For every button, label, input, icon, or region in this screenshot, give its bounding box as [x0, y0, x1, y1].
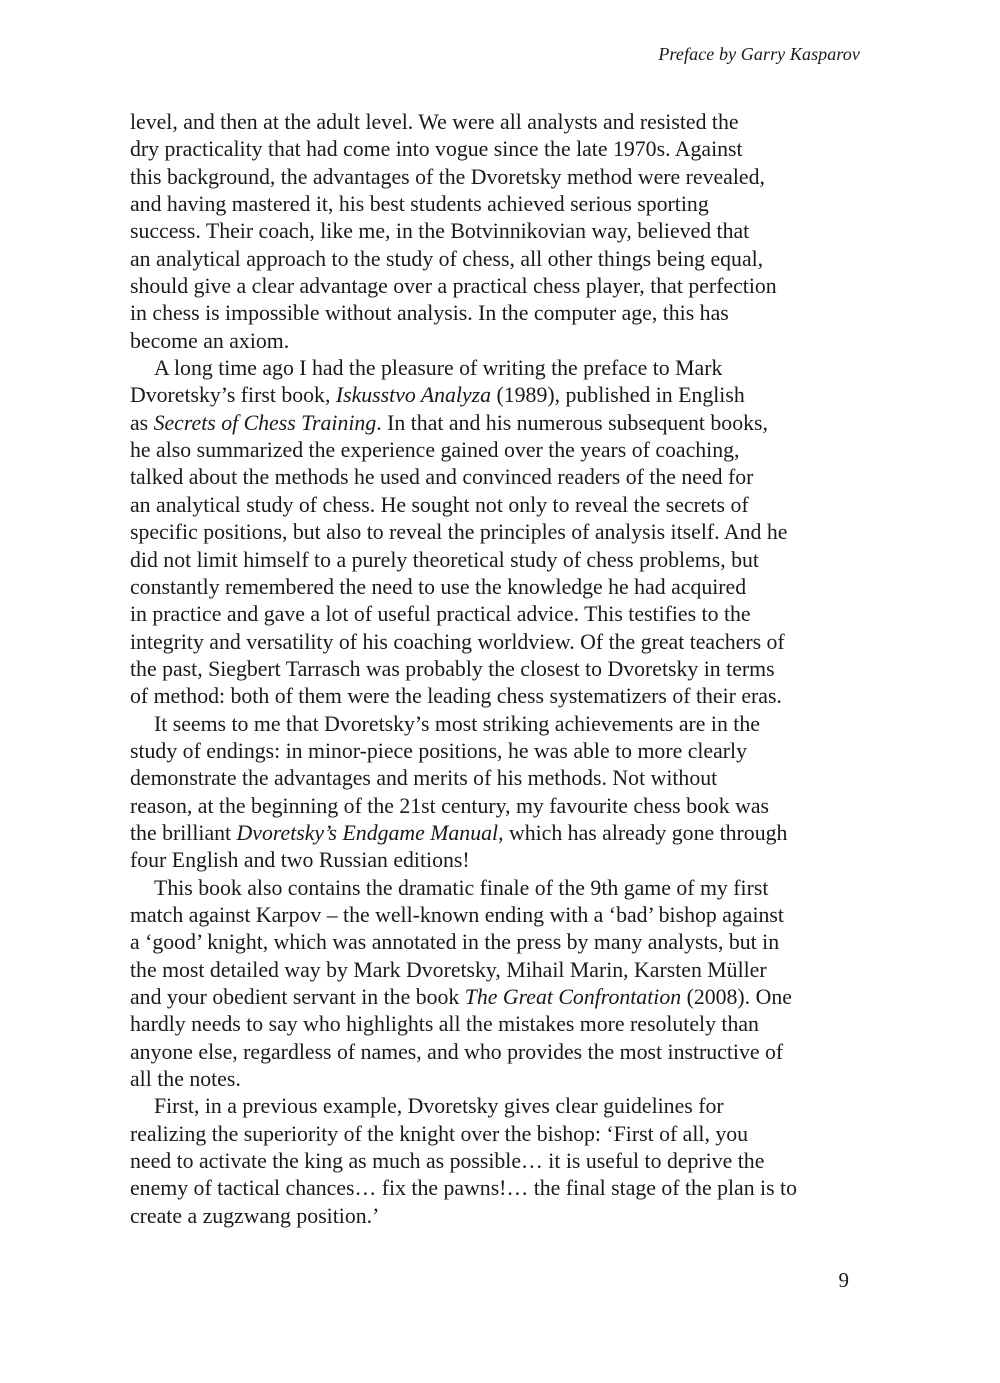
text-segment: reason, at the beginning of the 21st century, my favourite chess book was [130, 793, 770, 818]
text-segment: a ‘good’ knight, which was annotated in the press by many analysts, but in [130, 930, 780, 955]
text-line [130, 683, 867, 710]
text-segment: . In that and his numerous subsequent books, [376, 410, 768, 435]
text-line [130, 929, 867, 956]
text-segment: study of endings: in minor-piece positions, he was able to more clearly [130, 738, 747, 763]
text-line [130, 847, 867, 874]
text-segment: as [130, 410, 154, 435]
text-segment: , which has already gone through [498, 820, 788, 845]
text-segment: A long time ago I had the pleasure of writing the preface to Mark [154, 356, 723, 381]
text-segment: become an axiom. [130, 328, 290, 353]
text-segment: (2008). One [681, 985, 792, 1009]
text-segment: should give a clear advantage over a practical chess player, that perfection [130, 274, 777, 299]
text-segment: this background, the advantages of the Dvoretsky method were revealed, [130, 164, 765, 189]
text-line [130, 601, 867, 628]
text-segment: the most detailed way by Mark Dvoretsky, Mihail Marin, Karsten Müller [130, 957, 767, 982]
text-segment: This book also contains the dramatic finale of the 9th game of my first [154, 875, 769, 900]
text-line [130, 1148, 867, 1175]
text-line [130, 711, 867, 738]
text-line [130, 1203, 867, 1230]
text-segment: First, in a previous example, Dvoretsky gives clear guidelines for [154, 1094, 724, 1119]
text-line [130, 547, 867, 574]
text-segment: four English and two Russian editions! [130, 848, 470, 873]
text-line [130, 957, 867, 984]
text-segment: an analytical approach to the study of chess, all other things being equal, [130, 246, 764, 271]
text-line [130, 656, 867, 683]
text-line [130, 300, 867, 327]
text-segment: create a zugzwang position.’ [130, 1203, 380, 1228]
text-segment: need to activate the king as much as possible… it is useful to deprive the [130, 1149, 765, 1174]
text-line [130, 1011, 867, 1038]
book-title: Secrets of Chess Training [153, 410, 377, 435]
text-segment: success. Their coach, like me, in the Botvinnikovian way, believed that [130, 219, 750, 244]
text-line [130, 875, 867, 902]
text-line [130, 136, 867, 163]
text-line [130, 191, 867, 218]
text-segment: in chess is impossible without analysis. In the computer age, this has [130, 301, 729, 326]
running-head: Preface by Garry Kasparov [658, 44, 860, 64]
text-segment: demonstrate the advantages and merits of his methods. Not without [130, 766, 718, 791]
text-line [130, 1093, 867, 1120]
text-line [130, 246, 867, 273]
text-line [130, 109, 867, 136]
text-line [130, 984, 867, 1011]
text-segment: level, and then at the adult level. We were all analysts and resisted the [130, 110, 739, 134]
text-line [130, 765, 867, 792]
text-segment: integrity and versatility of his coaching worldview. Of the great teachers of [130, 629, 785, 654]
text-line [130, 574, 867, 601]
text-line [130, 1121, 867, 1148]
text-segment: match against Karpov – the well-known ending with a ‘bad’ bishop against [130, 902, 784, 927]
text-line [130, 1066, 867, 1093]
book-title: Dvoretsky’s Endgame Manual [236, 820, 499, 845]
text-line [130, 629, 867, 656]
text-line [130, 793, 867, 820]
text-line [130, 355, 867, 382]
text-segment: he also summarized the experience gained over the years of coaching, [130, 438, 740, 463]
text-segment: of method: both of them were the leading chess systematizers of their eras. [130, 684, 782, 709]
text-segment: constantly remembered the need to use the knowledge he had acquired [130, 574, 747, 599]
text-line [130, 328, 867, 355]
text-line [130, 902, 867, 929]
text-segment: in practice and gave a lot of useful practical advice. This testifies to the [130, 602, 751, 627]
text-segment: talked about the methods he used and convinced readers of the need for [130, 465, 754, 490]
text-segment: dry practicality that had come into vogue since the late 1970s. Against [130, 137, 743, 162]
text-line [130, 410, 867, 437]
text-line [130, 519, 867, 546]
text-line [130, 382, 867, 409]
text-line [130, 492, 867, 519]
body-text [130, 109, 867, 1230]
text-segment: an analytical study of chess. He sought not only to reveal the secrets of [130, 492, 749, 517]
text-segment: (1989), published in English [491, 383, 745, 408]
book-title: The Great Confrontation [464, 985, 682, 1009]
text-segment: the brilliant [130, 820, 237, 845]
text-line [130, 820, 867, 847]
text-segment: hardly needs to say who highlights all the mistakes more resolutely than [130, 1012, 759, 1037]
text-segment: and having mastered it, his best students achieved serious sporting [130, 192, 709, 217]
text-segment: anyone else, regardless of names, and who provides the most instructive of [130, 1039, 784, 1064]
text-segment: and your obedient servant in the book [130, 985, 465, 1009]
text-segment: specific positions, but also to reveal the principles of analysis itself. And he [130, 520, 788, 545]
book-title: Iskusstvo Analyza [335, 383, 492, 408]
text-segment: the past, Siegbert Tarrasch was probably the closest to Dvoretsky in terms [130, 656, 775, 681]
text-line [130, 1039, 867, 1066]
text-line [130, 273, 867, 300]
text-segment: all the notes. [130, 1067, 241, 1092]
text-segment: did not limit himself to a purely theoretical study of chess problems, but [130, 547, 759, 572]
text-line [130, 738, 867, 765]
text-line [130, 1175, 867, 1202]
text-segment: realizing the superiority of the knight over the bishop: ‘First of all, you [130, 1121, 749, 1146]
text-segment: Dvoretsky’s first book, [130, 383, 336, 408]
text-segment: It seems to me that Dvoretsky’s most striking achievements are in the [154, 711, 760, 736]
text-line [130, 164, 867, 191]
text-line [130, 464, 867, 491]
text-segment: enemy of tactical chances… fix the pawns!… the final stage of the plan is to [130, 1176, 797, 1201]
text-line [130, 437, 867, 464]
page-number: 9 [838, 1268, 849, 1292]
text-line [130, 218, 867, 245]
